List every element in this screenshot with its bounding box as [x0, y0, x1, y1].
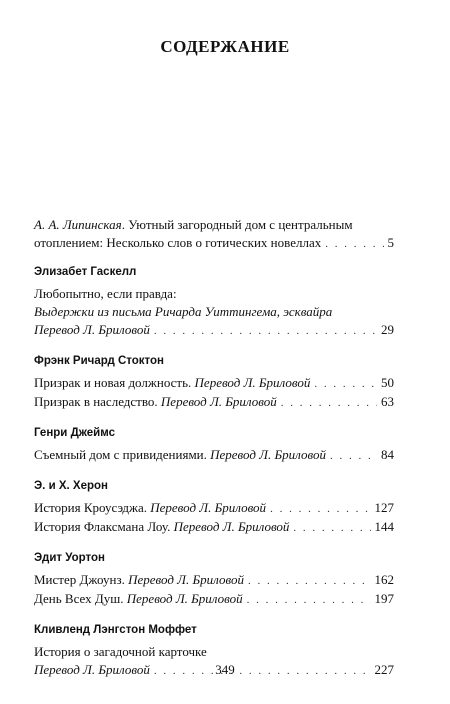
toc-section	[34, 263, 394, 340]
toc-entry[interactable]	[34, 374, 394, 393]
section-author: Генри Джеймс	[34, 427, 115, 439]
entry-page-number: 144	[374, 519, 394, 534]
dot-leader	[330, 447, 377, 465]
entry-translator: Перевод Л. Бриловой	[34, 662, 150, 677]
toc-entry[interactable]	[34, 571, 394, 590]
toc-entry[interactable]	[34, 285, 394, 340]
intro-author: А. А. Липинская	[34, 217, 122, 232]
entry-title-line: История о загадочной карточке	[34, 644, 207, 659]
entry-title-text: История Флаксмана Лоу.	[34, 519, 174, 534]
toc-heading: СОДЕРЖАНИЕ	[160, 37, 290, 56]
intro-title-line1: . Уютный загородный дом с центральным	[121, 217, 353, 232]
entry-title	[34, 374, 310, 392]
toc-section	[34, 549, 394, 609]
entry-title	[34, 321, 150, 339]
entry-title-text: День Всех Душ.	[34, 591, 127, 606]
dot-leader	[154, 322, 377, 340]
section-author: Кливленд Лэнгстон Моффет	[34, 624, 197, 636]
section-author: Элизабет Гаскелл	[34, 266, 137, 278]
dot-leader	[247, 591, 371, 609]
toc-section	[34, 424, 394, 465]
entry-title-text: Съемный дом с привидениями.	[34, 447, 211, 462]
dot-leader	[281, 394, 377, 412]
entry-translator: Перевод Л. Бриловой	[126, 591, 243, 606]
entry-title	[34, 571, 244, 589]
dot-leader	[248, 572, 371, 590]
entry-page-number: 63	[381, 394, 394, 409]
section-author: Фрэнк Ричард Стоктон	[34, 355, 164, 367]
folio-page-number: 349	[215, 662, 235, 677]
entry-title-text: История Кроусэджа.	[34, 500, 151, 515]
section-author: Эдит Уортон	[34, 552, 106, 564]
entry-title	[34, 393, 277, 411]
entry-page-number: 127	[374, 500, 394, 515]
toc-entry[interactable]	[34, 518, 394, 537]
entry-translator: Перевод Л. Бриловой	[150, 500, 267, 515]
entry-title	[34, 590, 243, 608]
entry-title	[34, 518, 289, 536]
toc-section	[34, 477, 394, 537]
dot-leader	[314, 375, 377, 393]
entry-title-text: Призрак и новая должность.	[34, 375, 195, 390]
entry-translator: Перевод Л. Бриловой	[160, 394, 277, 409]
entry-translator: Перевод Л. Бриловой	[194, 375, 311, 390]
entry-title-line: Выдержки из письма Ричарда Уиттингема, эсквайра	[34, 304, 333, 319]
dot-leader	[270, 500, 370, 518]
entry-translator: Перевод Л. Бриловой	[128, 572, 244, 587]
entry-page-number: 227	[374, 662, 394, 677]
entry-title-text: Мистер Джоунз.	[34, 572, 129, 587]
toc-sections	[34, 263, 394, 680]
toc-entry[interactable]	[34, 393, 394, 412]
entry-page-number: 29	[381, 322, 394, 337]
entry-translator: Перевод Л. Бриловой	[34, 322, 150, 337]
entry-title-line: Любопытно, если правда:	[34, 286, 177, 301]
entry-translator: Перевод Л. Бриловой	[210, 447, 326, 462]
table-of-contents	[34, 216, 394, 692]
section-author: Э. и Х. Херон	[34, 480, 108, 492]
intro-title-line2: отоплением: Несколько слов о готических новеллах	[34, 235, 322, 250]
entry-translator: Перевод Л. Бриловой	[173, 519, 290, 534]
entry-title-text: Призрак в наследство.	[34, 394, 161, 409]
entry-page-number: 197	[374, 591, 394, 606]
entry-title	[34, 446, 326, 464]
entry-title	[34, 499, 266, 517]
entry-page-number: 50	[381, 375, 394, 390]
dot-leader	[325, 235, 383, 253]
dot-leader	[293, 519, 370, 537]
intro-page-number: 5	[387, 235, 394, 250]
intro-entry[interactable]	[34, 216, 394, 253]
entry-page-number: 84	[381, 447, 394, 462]
toc-entry[interactable]	[34, 446, 394, 465]
entry-page-number: 162	[374, 572, 394, 587]
toc-entry[interactable]	[34, 499, 394, 518]
toc-section	[34, 352, 394, 412]
toc-entry[interactable]	[34, 590, 394, 609]
